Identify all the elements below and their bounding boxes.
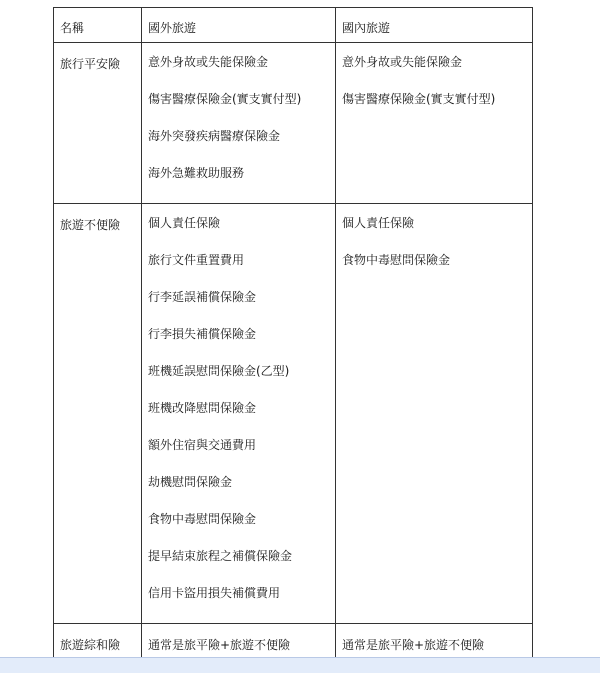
list-item: 信用卡盜用損失補償費用 [148, 586, 281, 600]
table-row [54, 624, 533, 660]
list-item: 食物中毒慰問保險金 [148, 512, 257, 526]
list-item: 班機延誤慰問保險金(乙型) [148, 364, 290, 378]
domestic-cell [336, 204, 533, 624]
header-name: 名稱 [54, 8, 142, 43]
domestic-cell [336, 43, 533, 204]
list-item: 旅行文件重置費用 [148, 253, 245, 267]
row-name: 旅遊不便險 [54, 204, 142, 624]
list-item: 行李損失補償保險金 [148, 327, 257, 341]
list-item: 傷害醫療保險金(實支實付型) [342, 92, 496, 106]
list-item: 提早結束旅程之補償保險金 [148, 549, 293, 563]
list-item: 額外住宿與交通費用 [148, 438, 257, 452]
list-item: 意外身故或失能保險金 [342, 55, 463, 69]
list-item: 行李延誤補償保險金 [148, 290, 257, 304]
table-row [54, 43, 533, 204]
list-item: 個人責任保險 [342, 216, 415, 230]
list-item: 海外急難救助服務 [148, 166, 245, 180]
header-domestic: 國內旅遊 [336, 8, 533, 43]
overseas-cell [142, 624, 336, 660]
bottom-bar [0, 657, 600, 673]
table-row [54, 204, 533, 624]
list-item: 傷害醫療保險金(實支實付型) [148, 92, 302, 106]
insurance-comparison-table [53, 7, 533, 660]
list-item: 通常是旅平險+旅遊不便險 [148, 638, 291, 652]
list-item: 食物中毒慰問保險金 [342, 253, 451, 267]
list-item: 海外突發疾病醫療保險金 [148, 129, 281, 143]
overseas-cell [142, 43, 336, 204]
list-item: 劫機慰問保險金 [148, 475, 233, 489]
list-item: 意外身故或失能保險金 [148, 55, 269, 69]
row-name: 旅遊綜和險 [54, 624, 142, 660]
table-header-row [54, 8, 533, 43]
list-item: 個人責任保險 [148, 216, 221, 230]
header-overseas: 國外旅遊 [142, 8, 336, 43]
row-name: 旅行平安險 [54, 43, 142, 204]
overseas-cell [142, 204, 336, 624]
domestic-cell [336, 624, 533, 660]
list-item: 通常是旅平險+旅遊不便險 [342, 638, 485, 652]
list-item: 班機改降慰問保險金 [148, 401, 257, 415]
